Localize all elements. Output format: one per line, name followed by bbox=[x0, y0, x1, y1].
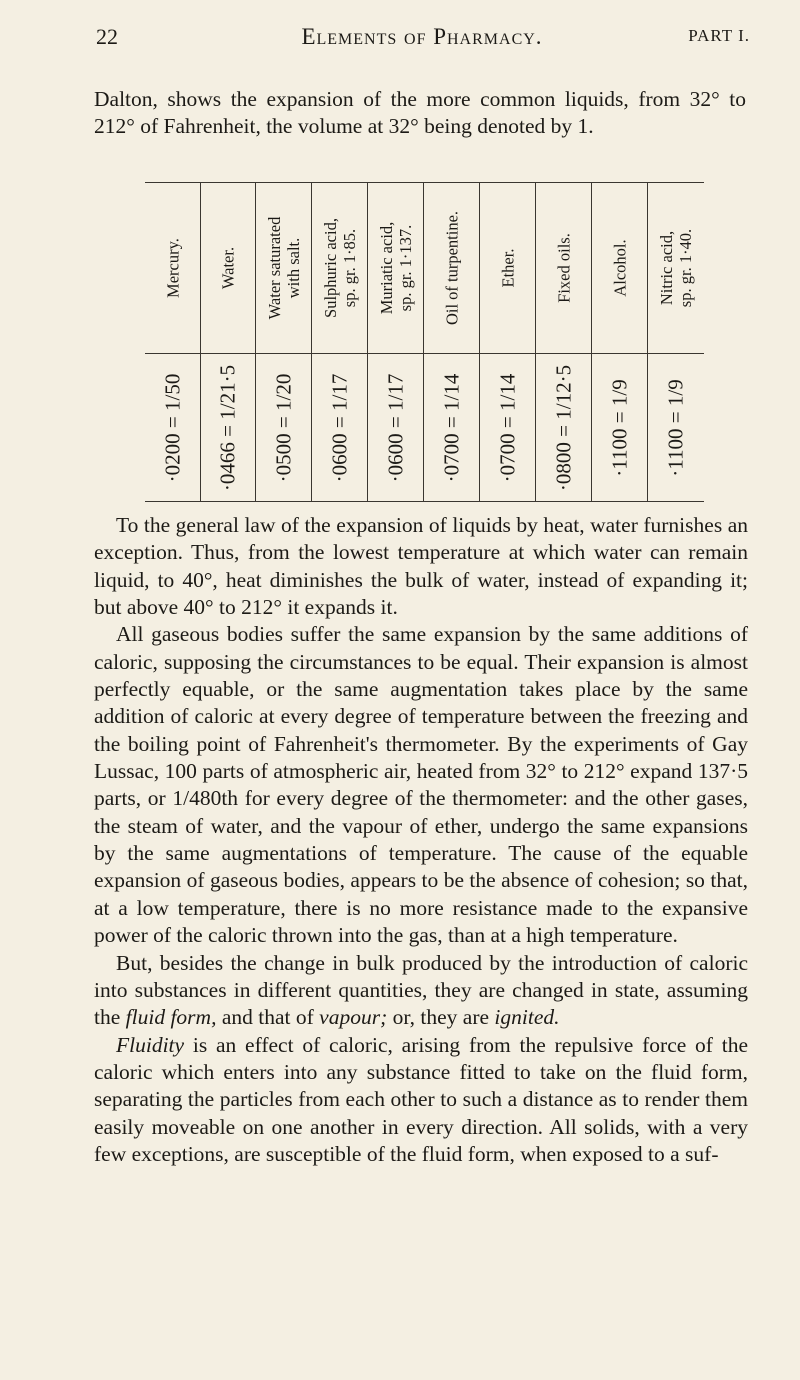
header-cell bbox=[145, 183, 201, 353]
table-value-row bbox=[145, 354, 704, 501]
expansion-value: ·0466 = 1/21·5 bbox=[215, 364, 240, 491]
emphasis: Fluidity bbox=[116, 1032, 185, 1057]
expansion-value: ·0800 = 1/12·5 bbox=[551, 364, 575, 491]
header-cell bbox=[368, 183, 424, 353]
header-label: Sulphuric acid, bbox=[320, 218, 340, 318]
value-cell bbox=[256, 354, 312, 501]
expansion-value: ·0700 = 1/14 bbox=[439, 373, 463, 482]
intro-paragraph: Dalton, shows the expansion of the more common liquids, from 32° to 212° of Fahrenheit, the volume at 32° being denoted by 1. bbox=[94, 87, 746, 138]
value-cell bbox=[592, 354, 648, 501]
expansion-value: ·0600 = 1/17 bbox=[327, 373, 351, 482]
table-header-row bbox=[145, 183, 704, 354]
paragraph: To the general law of the expansion of liquids by heat, water furnishes an exception. Thus, from the lowest temperature at which water can remain liquid, to 40°, heat diminishes the bulk of water, instead of expanding it; but above 40° to 212° it expands it. bbox=[94, 513, 748, 620]
header-label: Muriatic acid, bbox=[376, 221, 396, 315]
paragraph: Fluidity is an effect of caloric, arising from the repulsive force of the caloric which enters into any substance fitted to take on the fluid form, separating the particles from each other to such a distance as to render them easily moveable on one another in every direction. All solids, with a very few exceptions, are susceptible of the fluid form, when exposed to a suf- bbox=[94, 1032, 749, 1166]
header-cell bbox=[424, 183, 480, 353]
header-label-2: with salt. bbox=[283, 237, 303, 299]
header-label: Alcohol. bbox=[610, 239, 629, 297]
header-label: Mercury. bbox=[163, 238, 182, 298]
value-cell bbox=[368, 354, 424, 501]
value-cell bbox=[201, 354, 256, 501]
header-label-2: sp. gr. 1·40. bbox=[676, 228, 695, 308]
emphasis: vapour; bbox=[319, 1005, 388, 1030]
paragraph: But, besides the change in bulk produced by the introduction of caloric into substances in different quantities, they are changed in state, assuming the fluid form, and that of vapour; or, they are ignited. bbox=[94, 950, 748, 1030]
header-cell bbox=[480, 183, 536, 353]
paragraph: All gaseous bodies suffer the same expansion by the same additions of caloric, supposing the circumstances to be equal. Their expansion is almost perfectly equable, or the same augmentation takes place by the same addition of caloric at every degree of temperature between the freezing and the boiling point of Fahrenheit's thermometer. By the experiments of Gay Lussac, 100 parts of atmospheric air, heated from 32° to 212° expand 137·5 parts, or 1/480th for every degree of the thermometer: and the other gases, the steam of water, and the vapour of ether, undergo the same expansions by the same augmentations of temperature. The cause of the equable expansion of gaseous bodies, appears to be the absence of cohesion; so that, at a low temperature, there is no more resistance made to the expansive power of the caloric thrown into the gas, than at a high temperature. bbox=[94, 622, 748, 948]
expansion-value: ·1100 = 1/9 bbox=[607, 378, 631, 477]
header-label: Ether. bbox=[498, 248, 517, 288]
emphasis: ignited. bbox=[494, 1005, 560, 1030]
expansion-value: ·0200 = 1/50 bbox=[160, 373, 184, 482]
expansion-value: ·0500 = 1/20 bbox=[271, 373, 295, 482]
header-label: Water. bbox=[218, 246, 238, 290]
value-cell bbox=[648, 354, 704, 501]
expansion-table bbox=[145, 182, 704, 502]
page-number: 22 bbox=[96, 24, 118, 49]
expansion-value: ·0700 = 1/14 bbox=[495, 373, 519, 482]
header-cell bbox=[256, 183, 312, 353]
header-label-2: sp. gr. 1·85. bbox=[339, 228, 359, 308]
value-cell bbox=[536, 354, 592, 501]
part-label: PART I. bbox=[688, 26, 750, 45]
header-cell bbox=[648, 183, 704, 353]
running-title: Elements of Pharmacy. bbox=[301, 24, 543, 49]
value-cell bbox=[424, 354, 480, 501]
value-cell bbox=[145, 354, 201, 501]
running-header bbox=[94, 24, 750, 64]
header-cell bbox=[312, 183, 368, 353]
value-cell bbox=[480, 354, 536, 501]
header-label-2: sp. gr. 1·137. bbox=[395, 224, 415, 312]
emphasis: fluid form, bbox=[125, 1005, 217, 1030]
value-cell bbox=[312, 354, 368, 501]
header-cell bbox=[201, 183, 256, 353]
header-label: Nitric acid, bbox=[657, 230, 676, 306]
header-label: Fixed oils. bbox=[554, 233, 573, 303]
header-cell bbox=[536, 183, 592, 353]
expansion-value: ·1100 = 1/9 bbox=[663, 378, 688, 477]
body-text bbox=[94, 512, 748, 1168]
header-label: Water saturated bbox=[264, 216, 284, 320]
header-cell bbox=[592, 183, 648, 353]
expansion-value: ·0600 = 1/17 bbox=[383, 373, 407, 482]
header-label: Oil of turpentine. bbox=[442, 210, 461, 326]
